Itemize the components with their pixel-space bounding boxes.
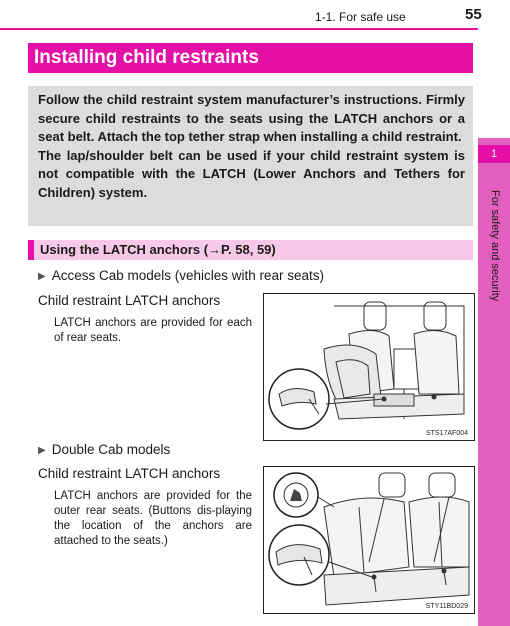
- access-cab-bullet-text: Access Cab models (vehicles with rear seats): [51, 268, 325, 283]
- page-number: 55: [465, 6, 482, 23]
- access-cab-figure: [263, 293, 475, 441]
- double-cab-bullet-text: Double Cab models: [51, 442, 171, 457]
- intro-paragraph-2: The lap/shoulder belt can be used if your child restraint system is not compatible with the LATCH (Lower Anchors and Tethers for Children) system.: [38, 147, 465, 200]
- access-cab-label: Child restraint LATCH anchors: [38, 293, 221, 308]
- intro-box: [28, 86, 473, 226]
- section-label: 1-1. For safe use: [315, 10, 406, 24]
- access-cab-figure-code: STS17AF004: [425, 430, 468, 437]
- access-cab-bullet: [38, 268, 324, 283]
- intro-paragraph-1: Follow the child restraint system manufacturer’s instructions. Firmly secure child restraints to the seats using the LATCH anchors or a seat belt. Attach the top tether strap when installing a child restraint.: [38, 92, 465, 144]
- double-cab-bullet: [38, 442, 170, 457]
- double-cab-illustration: [264, 467, 474, 613]
- access-cab-description: LATCH anchors are provided for each of rear seats.: [54, 317, 252, 344]
- chapter-number: 1: [478, 145, 510, 163]
- page-title: Installing child restraints: [28, 43, 473, 73]
- header-divider: [0, 28, 478, 30]
- section-subheading: Using the LATCH anchors (→P. 58, 59): [28, 240, 473, 260]
- access-cab-illustration: [264, 294, 474, 440]
- double-cab-label: Child restraint LATCH anchors: [38, 466, 221, 481]
- chapter-title: For safety and security: [489, 190, 501, 302]
- bullet-triangle-icon: ▶: [38, 271, 46, 282]
- bullet-triangle-icon: ▶: [38, 445, 46, 456]
- double-cab-figure: [263, 466, 475, 614]
- double-cab-figure-code: STY11BD029: [425, 603, 468, 610]
- double-cab-description: LATCH anchors are provided for the outer rear seats. (Buttons dis-playing the location of the anchors are attached to the seats.): [54, 490, 252, 547]
